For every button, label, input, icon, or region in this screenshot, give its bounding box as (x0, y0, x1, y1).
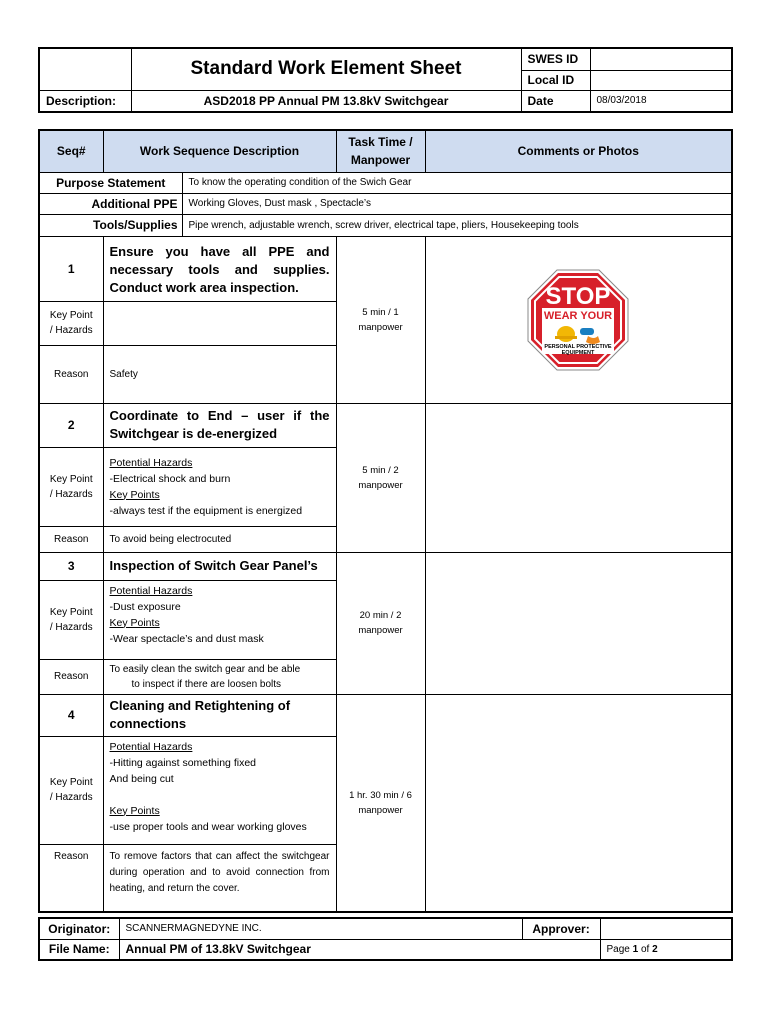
reason-label: Reason (39, 659, 103, 694)
hazard-item: And being cut (109, 772, 174, 785)
originator-label: Originator: (39, 918, 119, 939)
ppe-text-line2: EQUIPMENT (561, 349, 595, 356)
reason-label: Reason (39, 526, 103, 552)
keypoint-item: -Wear spectacle’s and dust mask (109, 632, 264, 645)
page-of: of (638, 943, 653, 955)
step-reason (103, 659, 336, 694)
local-id-value (590, 70, 732, 90)
step-description: Cleaning and Retightening of connections (103, 694, 336, 736)
key-points-heading: Key Points (109, 804, 160, 817)
key-points-heading: Key Points (109, 488, 160, 501)
goggles-icon (580, 328, 594, 335)
step-time (336, 694, 425, 912)
key-point-label (39, 447, 103, 526)
potential-hazards-heading: Potential Hazards (109, 740, 193, 753)
keypoint-item: -always test if the equipment is energized (109, 504, 303, 517)
hazard-item: -Electrical shock and burn (109, 472, 231, 485)
step-description: Ensure you have all PPE and necessary tools and supplies. Conduct work area inspection. (103, 236, 336, 301)
step-time-line1: 5 min / 1 (362, 306, 399, 318)
potential-hazards-heading: Potential Hazards (109, 456, 193, 469)
hazard-item: -Hitting against something fixed (109, 756, 256, 769)
stop-text: STOP (545, 282, 611, 310)
originator-value: SCANNERMAGNEDYNE INC. (119, 918, 522, 939)
step-time-line2: manpower (358, 625, 403, 636)
step-description: Coordinate to End – user if the Switchgear is de-energized (103, 403, 336, 447)
step-row (39, 694, 732, 736)
date-value: 08/03/2018 (590, 90, 732, 112)
purpose-label: Purpose Statement (39, 172, 182, 193)
key-point-label-line2: / Hazards (49, 792, 93, 803)
local-id-label: Local ID (521, 70, 590, 90)
swes-id-label: SWES ID (521, 48, 590, 70)
footer-table (38, 917, 733, 961)
swes-id-value (590, 48, 732, 70)
potential-hazards-heading: Potential Hazards (109, 584, 193, 597)
step-time (336, 236, 425, 403)
col-task-time (336, 130, 425, 172)
hardhat-icon (557, 326, 575, 342)
step-keypoint-cell (103, 301, 336, 345)
ppe-label: Additional PPE (39, 193, 182, 214)
ppe-text-line1: PERSONAL PROTECTIVE (544, 343, 612, 350)
step-keypoint-cell (103, 580, 336, 659)
key-point-label (39, 580, 103, 659)
purpose-value: To know the operating condition of the Swich Gear (182, 172, 732, 193)
filename-value: Annual PM of 13.8kV Switchgear (119, 939, 600, 960)
key-points-heading: Key Points (109, 616, 160, 629)
page-prefix: Page (606, 943, 633, 955)
step-seq: 4 (39, 694, 103, 736)
key-point-label-line2: / Hazards (49, 488, 93, 500)
step-time (336, 403, 425, 552)
col-comments: Comments or Photos (425, 130, 732, 172)
key-point-label-line1: Key Point (49, 310, 93, 321)
step-row (39, 552, 732, 580)
col-seq: Seq# (39, 130, 103, 172)
key-point-label-line1: Key Point (49, 606, 93, 618)
step-reason: Safety (103, 345, 336, 403)
key-point-label (39, 736, 103, 844)
step-comments-photo (425, 694, 732, 912)
step-time (336, 552, 425, 694)
step-comments-photo (425, 403, 732, 552)
stop-ppe-sign (526, 268, 630, 372)
key-point-label-line1: Key Point (49, 473, 93, 485)
col-task-time-line2: Manpower (350, 153, 411, 168)
hazard-item: -Dust exposure (109, 600, 181, 613)
step-reason: To avoid being electrocuted (103, 526, 336, 552)
step-row (39, 403, 732, 447)
work-sequence-table (38, 129, 733, 913)
step-time-line2: manpower (358, 479, 403, 491)
step-keypoint-cell (103, 736, 336, 844)
key-point-label-line2: / Hazards (49, 621, 93, 633)
page-total: 2 (652, 943, 658, 955)
step-time-line1: 1 hr. 30 min / 6 (349, 789, 412, 801)
step-comments-photo (425, 552, 732, 694)
page-indicator (600, 939, 732, 960)
col-task-time-line1: Task Time / (348, 135, 413, 150)
key-point-label-line1: Key Point (49, 777, 93, 788)
tools-label: Tools/Supplies (39, 214, 182, 236)
step-reason-line1: To easily clean the switch gear and be able (109, 663, 301, 675)
wear-your-text: WEAR YOUR (544, 309, 613, 322)
step-row (39, 236, 732, 301)
step-time-line2: manpower (358, 321, 403, 333)
date-label: Date (521, 90, 590, 112)
column-header-row (39, 130, 732, 172)
keypoint-item: -use proper tools and wear working gloves (109, 820, 307, 833)
header-blank-cell (39, 48, 131, 90)
step-seq: 1 (39, 236, 103, 301)
ppe-value: Working Gloves, Dust mask , Spectacle’s (182, 193, 732, 214)
step-seq: 3 (39, 552, 103, 580)
page-title: Standard Work Element Sheet (131, 48, 521, 90)
reason-label: Reason (39, 844, 103, 912)
reason-label: Reason (39, 345, 103, 403)
approver-label: Approver: (522, 918, 600, 939)
step-time-line1: 5 min / 2 (362, 464, 399, 476)
step-seq: 2 (39, 403, 103, 447)
step-keypoint-cell (103, 447, 336, 526)
step-description: Inspection of Switch Gear Panel’s (103, 552, 336, 580)
step-time-line1: 20 min / 2 (359, 610, 402, 621)
col-work-sequence: Work Sequence Description (103, 130, 336, 172)
description-label: Description: (39, 90, 131, 112)
step-time-line2: manpower (358, 804, 403, 816)
approver-value (600, 918, 732, 939)
header-table (38, 47, 733, 113)
filename-label: File Name: (39, 939, 119, 960)
step-reason: To remove factors that can affect the switchgear during operation and to avoid connection from heating, and return the cover. (103, 844, 336, 912)
key-point-label (39, 301, 103, 345)
key-point-label-line2: / Hazards (49, 325, 93, 336)
tools-value: Pipe wrench, adjustable wrench, screw driver, electrical tape, pliers, Housekeeping tools (182, 214, 732, 236)
description-value: ASD2018 PP Annual PM 13.8kV Switchgear (131, 90, 521, 112)
step-comments-photo (425, 236, 732, 403)
page-current: 1 (632, 943, 639, 955)
step-reason-line2: to inspect if there are loosen bolts (131, 678, 282, 690)
